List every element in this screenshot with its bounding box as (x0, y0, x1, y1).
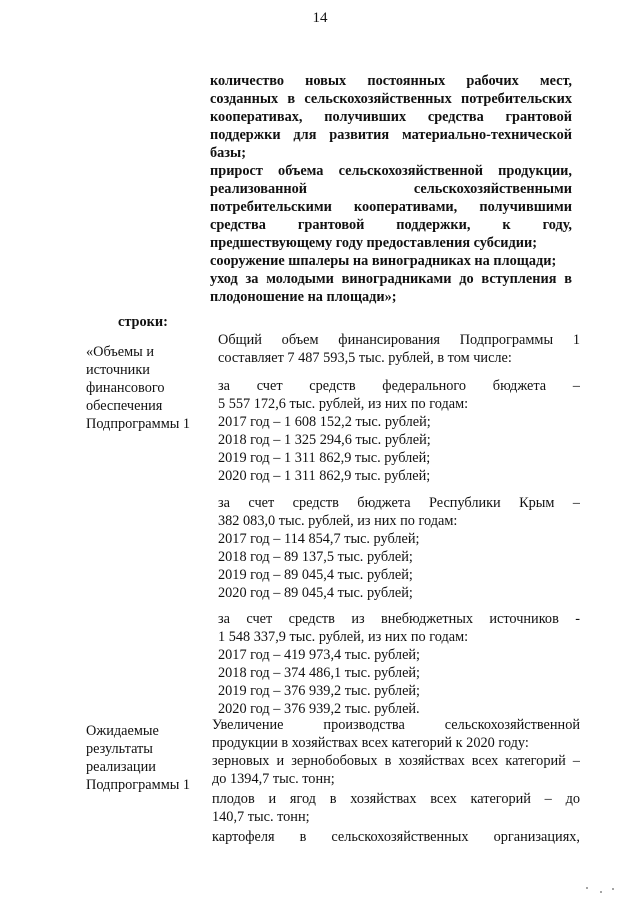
intro-line: сооружение шпалеры на виноградниках на площади; (210, 253, 557, 269)
section2-label-line: реализации (86, 759, 156, 775)
federal-line: 2020 год – 1 311 862,9 тыс. рублей; (218, 468, 431, 484)
crimea-line: 382 083,0 тыс. рублей, из них по годам: (218, 513, 458, 529)
section1-label-line: финансового (86, 380, 165, 396)
intro-line: предшествующему году предоставления субсидии; (210, 235, 537, 251)
offbudget-line: 1 548 337,9 тыс. рублей, из них по годам: (218, 629, 469, 645)
intro-line: плодоношение на площади»; (210, 289, 397, 305)
crimea-line: 2017 год – 114 854,7 тыс. рублей; (218, 531, 420, 547)
crimea-line: 2020 год – 89 045,4 тыс. рублей; (218, 585, 413, 601)
section2-label-line: Ожидаемые (86, 723, 159, 739)
rows-label: строки: (118, 314, 168, 330)
federal-line: 5 557 172,6 тыс. рублей, из них по годам: (218, 396, 469, 412)
intro-line: прирост объема сельскохозяйственной продукции, (210, 163, 572, 179)
results-line: картофеля в сельскохозяйственных организациях, (212, 829, 580, 845)
intro-line: реализованной сельскохозяйственными (210, 181, 572, 197)
offbudget-line: 2019 год – 376 939,2 тыс. рублей; (218, 683, 421, 699)
intro-line: поддержки для развития материально-технической (210, 127, 572, 143)
section2-label-line: результаты (86, 741, 153, 757)
section1-general-line: Общий объем финансирования Подпрограммы 1 (218, 332, 580, 348)
intro-line: количество новых постоянных рабочих мест, (210, 73, 572, 89)
crimea-line: 2018 год – 89 137,5 тыс. рублей; (218, 549, 413, 565)
crimea-line: за счет средств бюджета Республики Крым – (218, 495, 580, 511)
section1-label-line: источники (86, 362, 150, 378)
intro-line: базы; (210, 145, 246, 161)
crimea-line: 2019 год – 89 045,4 тыс. рублей; (218, 567, 413, 583)
federal-line: 2018 год – 1 325 294,6 тыс. рублей; (218, 432, 431, 448)
page-number: 14 (312, 10, 328, 26)
federal-line: 2017 год – 1 608 152,2 тыс. рублей; (218, 414, 431, 430)
federal-line: за счет средств федерального бюджета – (218, 378, 580, 394)
results-line: продукции в хозяйствах всех категорий к 2020 году: (212, 735, 529, 751)
intro-line: уход за молодыми виноградниками до вступления в (210, 271, 572, 287)
section2-label-line: Подпрограммы 1 (86, 777, 191, 793)
intro-line: кооперативах, получивших средства грантовой (210, 109, 572, 125)
intro-line: средства грантовой поддержки, к году, (210, 217, 572, 233)
offbudget-line: 2020 год – 376 939,2 тыс. рублей. (218, 701, 420, 717)
offbudget-line: 2017 год – 419 973,4 тыс. рублей; (218, 647, 421, 663)
offbudget-line: за счет средств из внебюджетных источников - (218, 611, 580, 627)
section1-general-line: составляет 7 487 593,5 тыс. рублей, в том числе: (218, 350, 512, 366)
section1-label-line: «Объемы и (86, 344, 155, 360)
results-line: зерновых и зернобобовых в хозяйствах всех категорий – (212, 753, 580, 769)
results-line: Увеличение производства сельскохозяйственной (212, 717, 580, 733)
scan-marks (582, 885, 622, 895)
offbudget-line: 2018 год – 374 486,1 тыс. рублей; (218, 665, 421, 681)
intro-line: созданных в сельскохозяйственных потребительских (210, 91, 572, 107)
intro-line: потребительскими кооперативами, получившими (210, 199, 572, 215)
section1-label-line: Подпрограммы 1 (86, 416, 191, 432)
results-line: 140,7 тыс. тонн; (212, 809, 310, 825)
results-line: плодов и ягод в хозяйствах всех категорий – до (212, 791, 580, 807)
section1-label-line: обеспечения (86, 398, 163, 414)
results-line: до 1394,7 тыс. тонн; (212, 771, 335, 787)
federal-line: 2019 год – 1 311 862,9 тыс. рублей; (218, 450, 431, 466)
